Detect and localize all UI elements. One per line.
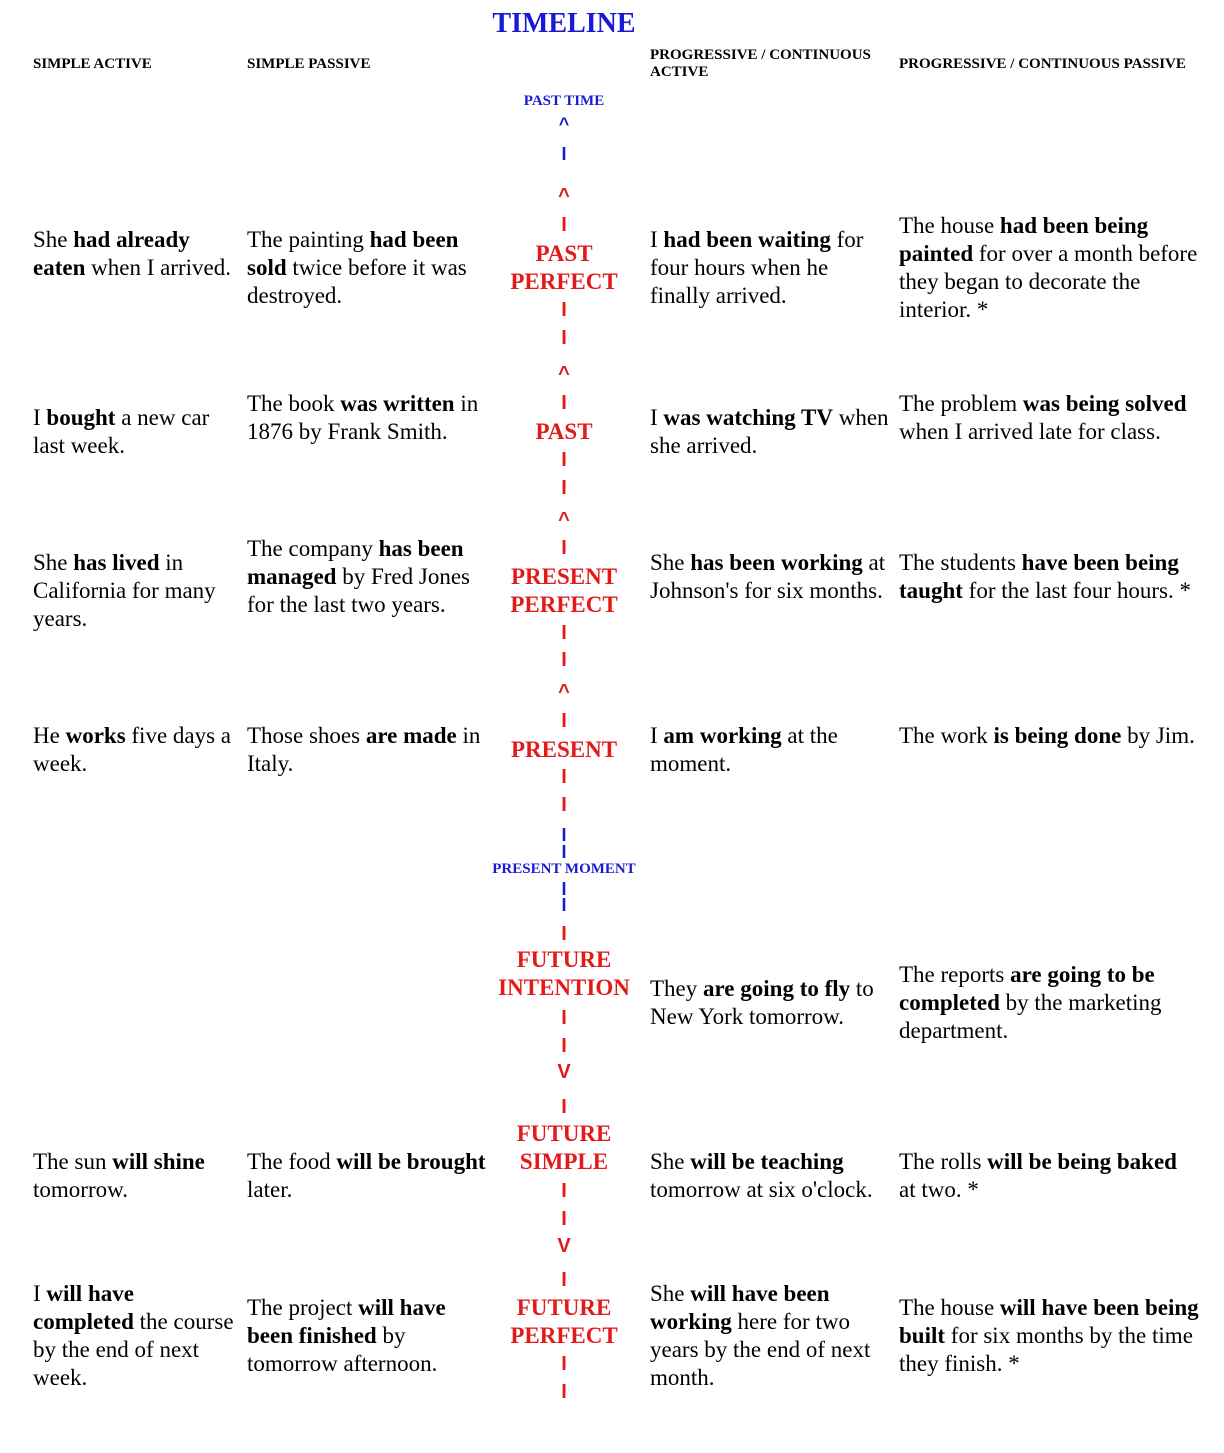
timeline-bar: I — [561, 214, 567, 236]
example-present-perfect-simple-passive: The company has been managed by Fred Jones for the last two years. — [247, 536, 470, 617]
timeline-down-arrow: V — [557, 1235, 571, 1257]
label-present-perfect-2: PERFECT — [510, 592, 618, 617]
header-progressive-passive: PROGRESSIVE / CONTINUOUS PASSIVE — [899, 56, 1186, 72]
example-future-simple-simple-active: The sun will shine tomorrow. — [33, 1149, 205, 1202]
example-past-perfect-progressive-active: I had been waiting for four hours when he finally arrived. — [650, 227, 864, 308]
example-past-progressive-active: I was watching TV when she arrived. — [650, 405, 889, 458]
timeline-bar: I — [561, 1353, 567, 1375]
timeline-bar: I — [561, 766, 567, 788]
example-future-intention-progressive-active: They are going to fly to New York tomorrow. — [650, 976, 874, 1029]
timeline-bar: I — [561, 1035, 567, 1057]
example-present-perfect-simple-active: She has lived in California for many years. — [33, 550, 216, 631]
label-future-simple-1: FUTURE — [516, 1121, 612, 1146]
header-simple-active: SIMPLE ACTIVE — [33, 56, 152, 72]
label-future-intention-1: FUTURE — [516, 947, 612, 972]
example-future-intention-progressive-passive: The reports are going to be completed by the marketing department. — [899, 962, 1162, 1043]
example-past-perfect-simple-active: She had already eaten when I arrived. — [33, 227, 231, 280]
timeline-bar: I — [561, 392, 567, 414]
label-past-perfect-2: PERFECT — [510, 269, 618, 294]
label-future-intention-2: INTENTION — [498, 975, 630, 1000]
timeline-bar: I — [561, 1096, 567, 1118]
example-past-simple-active: I bought a new car last week. — [33, 405, 210, 458]
timeline-caret: ^ — [558, 509, 570, 531]
timeline-bar: I — [561, 477, 567, 499]
label-past: PAST — [535, 419, 593, 444]
timeline-bar: I — [561, 1269, 567, 1291]
timeline-bar: I — [561, 1180, 567, 1202]
example-past-perfect-progressive-passive: The house had been being painted for over a month before they began to decorate the interior. * — [899, 213, 1198, 322]
timeline-bar: I — [561, 1381, 567, 1403]
label-future-perfect-1: FUTURE — [516, 1295, 612, 1320]
example-past-perfect-simple-passive: The painting had been sold twice before it was destroyed. — [247, 227, 467, 308]
timeline-caret: ^ — [558, 185, 570, 207]
example-present-simple-passive: Those shoes are made in Italy. — [247, 723, 481, 776]
present-moment-label: PRESENT MOMENT — [492, 861, 636, 877]
example-present-perfect-progressive-passive: The students have been being taught for the last four hours. * — [899, 550, 1191, 603]
timeline-bar: I — [561, 1208, 567, 1230]
timeline-bar: I — [561, 649, 567, 671]
label-past-perfect-1: PAST — [535, 241, 593, 266]
example-future-perfect-progressive-active: She will have been working here for two years by the end of next month. — [650, 1281, 871, 1390]
example-future-perfect-simple-active: I will have completed the course by the end of next week. — [33, 1281, 234, 1390]
example-future-simple-simple-passive: The food will be brought later. — [247, 1149, 486, 1202]
page-title: TIMELINE — [492, 8, 636, 39]
timeline-bar: I — [561, 537, 567, 559]
timeline-caret: ^ — [558, 363, 570, 385]
example-present-progressive-passive: The work is being done by Jim. — [899, 723, 1195, 748]
example-past-simple-passive: The book was written in 1876 by Frank Smith. — [247, 391, 479, 444]
timeline-bar-blue: I — [561, 825, 567, 845]
timeline-bar: I — [561, 622, 567, 644]
timeline-bar-blue: I — [561, 879, 567, 899]
timeline-bar: I — [561, 710, 567, 732]
header-simple-passive: SIMPLE PASSIVE — [247, 56, 371, 72]
timeline-caret: ^ — [558, 681, 570, 703]
timeline-bar: I — [561, 794, 567, 816]
example-future-perfect-progressive-passive: The house will have been being built for six months by the time they finish. * — [899, 1295, 1199, 1376]
timeline-down-arrow: V — [557, 1061, 571, 1083]
timeline-bar: I — [561, 327, 567, 349]
timeline-bar: I — [561, 299, 567, 321]
example-future-perfect-simple-passive: The project will have been finished by tomorrow afternoon. — [247, 1295, 446, 1376]
header-progressive-active-line2: ACTIVE — [650, 64, 709, 80]
timeline-bar-blue: I — [561, 144, 567, 164]
example-future-simple-progressive-active: She will be teaching tomorrow at six o'clock. — [650, 1149, 873, 1202]
header-progressive-active-line1: PROGRESSIVE / CONTINUOUS — [650, 47, 871, 63]
label-present: PRESENT — [510, 737, 618, 762]
timeline-bar-blue: I — [561, 895, 567, 915]
timeline-bar: I — [561, 1007, 567, 1029]
timeline-bar: I — [561, 923, 567, 945]
timeline-bar: I — [561, 449, 567, 471]
label-future-simple-2: SIMPLE — [519, 1149, 609, 1174]
timeline-bar-blue: I — [561, 842, 567, 862]
example-future-simple-progressive-passive: The rolls will be being baked at two. * — [899, 1149, 1177, 1202]
header-progressive-active — [650, 47, 890, 81]
example-present-perfect-progressive-active: She has been working at Johnson's for six months. — [650, 550, 886, 603]
example-present-simple-active: He works five days a week. — [33, 723, 232, 776]
label-future-perfect-2: PERFECT — [510, 1323, 618, 1348]
example-past-progressive-passive: The problem was being solved when I arrived late for class. — [899, 391, 1187, 444]
label-present-perfect-1: PRESENT — [510, 564, 618, 589]
past-time-label: PAST TIME — [523, 93, 605, 109]
example-present-progressive-active: I am working at the moment. — [650, 723, 838, 776]
timeline-caret-blue: ^ — [558, 114, 570, 134]
